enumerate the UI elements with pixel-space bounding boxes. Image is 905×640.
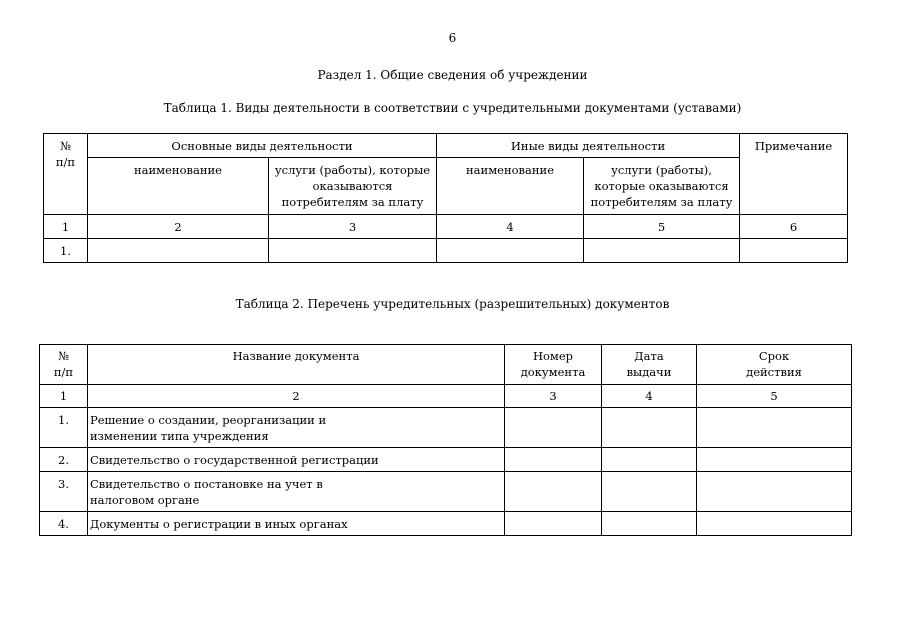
table-row (40, 472, 852, 512)
row-number: 1. (40, 408, 88, 448)
col-number: 5 (584, 215, 740, 239)
col-number: 1 (44, 215, 88, 239)
col-header-name-main: наименование (88, 158, 269, 215)
col-number: 5 (697, 385, 852, 408)
col-header-name-other: наименование (437, 158, 584, 215)
col-header-main-activities: Основные виды деятельности (88, 134, 437, 158)
col-header-num: № п/п (44, 134, 88, 215)
empty-cell (437, 239, 584, 263)
empty-cell (602, 448, 697, 472)
table2-caption: Таблица 2. Перечень учредительных (разрешительных) документов (235, 297, 670, 311)
document-name: Решение о создании, реорганизации и изменении типа учреждения (88, 408, 505, 448)
empty-cell (697, 408, 852, 448)
row-number: 3. (40, 472, 88, 512)
col-number: 1 (40, 385, 88, 408)
empty-cell (584, 239, 740, 263)
document-name: Свидетельство о государственной регистрации (88, 448, 505, 472)
col-number: 3 (505, 385, 602, 408)
table-row (40, 448, 852, 472)
table-row (40, 408, 852, 448)
document-name: Свидетельство о постановке на учет в налоговом органе (88, 472, 505, 512)
col-header-other-activities: Иные виды деятельности (437, 134, 740, 158)
col-header-validity: Срок действия (697, 345, 852, 385)
row-number: 1. (44, 239, 88, 263)
col-header-services-main: услуги (работы), которые оказываются потребителям за плату (269, 158, 437, 215)
table-row (40, 512, 852, 536)
col-number: 4 (602, 385, 697, 408)
empty-cell (88, 239, 269, 263)
col-header-note: Примечание (740, 134, 848, 215)
col-header-doc-name: Название документа (88, 345, 505, 385)
col-header-issue-date: Дата выдачи (602, 345, 697, 385)
empty-cell (505, 448, 602, 472)
table-row (44, 239, 848, 263)
row-number: 2. (40, 448, 88, 472)
empty-cell (269, 239, 437, 263)
row-number: 4. (40, 512, 88, 536)
col-header-num: № п/п (40, 345, 88, 385)
documents-table (39, 344, 852, 536)
page-number: 6 (448, 31, 457, 45)
empty-cell (697, 448, 852, 472)
empty-cell (602, 472, 697, 512)
empty-cell (505, 472, 602, 512)
col-header-services-other: услуги (работы), которые оказываются потребителям за плату (584, 158, 740, 215)
empty-cell (697, 512, 852, 536)
col-number: 6 (740, 215, 848, 239)
col-number: 3 (269, 215, 437, 239)
empty-cell (505, 408, 602, 448)
empty-cell (740, 239, 848, 263)
col-number: 2 (88, 215, 269, 239)
document-name: Документы о регистрации в иных органах (88, 512, 505, 536)
col-header-doc-number: Номер документа (505, 345, 602, 385)
table1-caption: Таблица 1. Виды деятельности в соответствии с учредительными документами (уставами) (163, 101, 742, 115)
empty-cell (602, 512, 697, 536)
empty-cell (602, 408, 697, 448)
section-title: Раздел 1. Общие сведения об учреждении (317, 68, 588, 82)
col-number: 4 (437, 215, 584, 239)
empty-cell (505, 512, 602, 536)
col-number: 2 (88, 385, 505, 408)
empty-cell (697, 472, 852, 512)
activities-table (43, 133, 848, 263)
